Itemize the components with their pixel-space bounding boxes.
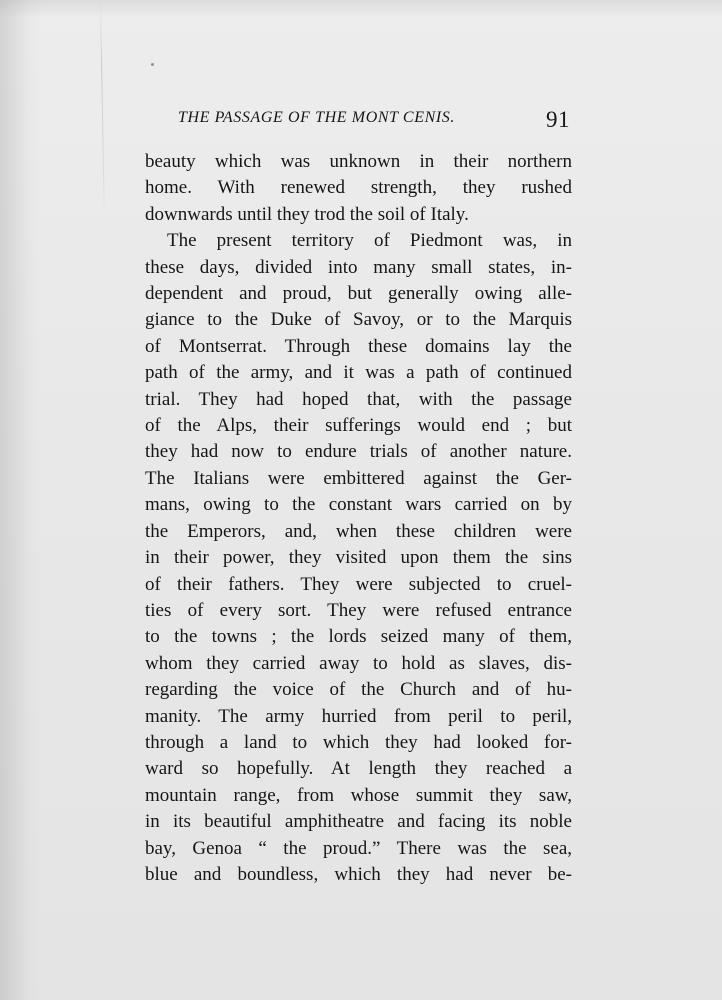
text-line: in their power, they visited upon them the sins: [145, 547, 572, 569]
running-title: THE PASSAGE OF THE MONT CENIS.: [178, 109, 455, 126]
page-number: 91: [546, 107, 570, 132]
text-line: bay, Genoa “ the proud.” There was the sea,: [145, 837, 572, 859]
text-line: of their fathers. They were subjected to cruel-: [145, 573, 572, 595]
text-line: through a land to which they had looked for-: [145, 731, 572, 753]
text-line: mans, owing to the constant wars carried on by: [145, 494, 572, 516]
text-line: the Emperors, and, when these children were: [145, 520, 572, 542]
text-line: ward so hopefully. At length they reached a: [145, 758, 572, 780]
text-line: The Italians were embittered against the Ger-: [145, 467, 572, 489]
text-line: beauty which was unknown in their northern: [145, 151, 572, 172]
text-line: downwards until they trod the soil of Italy.: [145, 203, 469, 225]
text-line: they had now to endure trials of another nature.: [145, 441, 572, 463]
text-line: path of the army, and it was a path of continued: [145, 362, 572, 384]
text-line: blue and boundless, which they had never be-: [145, 863, 572, 885]
paper-speck: [151, 63, 154, 66]
paragraph-first-line: The present territory of Piedmont was, in: [167, 230, 572, 252]
text-line: these days, divided into many small states, in-: [145, 256, 572, 278]
text-line: giance to the Duke of Savoy, or to the Marquis: [145, 309, 572, 331]
text-line: to the towns ; the lords seized many of them,: [145, 626, 572, 648]
text-line: in its beautiful amphitheatre and facing its noble: [145, 811, 572, 833]
body-text: [145, 149, 572, 888]
text-line: of the Alps, their sufferings would end ; but: [145, 415, 572, 437]
text-line: whom they carried away to hold as slaves, dis-: [145, 652, 572, 674]
page-left-shadow: [0, 0, 42, 1000]
text-line: dependent and proud, but generally owing alle-: [145, 283, 572, 305]
text-line: manity. The army hurried from peril to peril,: [145, 705, 572, 727]
text-line: home. With renewed strength, they rushed: [145, 177, 572, 199]
text-line: regarding the voice of the Church and of hu-: [145, 679, 572, 701]
page-top-shadow: [0, 0, 722, 18]
text-line: mountain range, from whose summit they saw,: [145, 784, 572, 806]
running-head: [178, 108, 570, 132]
text-line: ties of every sort. They were refused entrance: [145, 599, 572, 621]
text-line: of Montserrat. Through these domains lay the: [145, 335, 572, 357]
text-line: trial. They had hoped that, with the passage: [145, 388, 572, 410]
paper-crease: [100, 0, 105, 215]
